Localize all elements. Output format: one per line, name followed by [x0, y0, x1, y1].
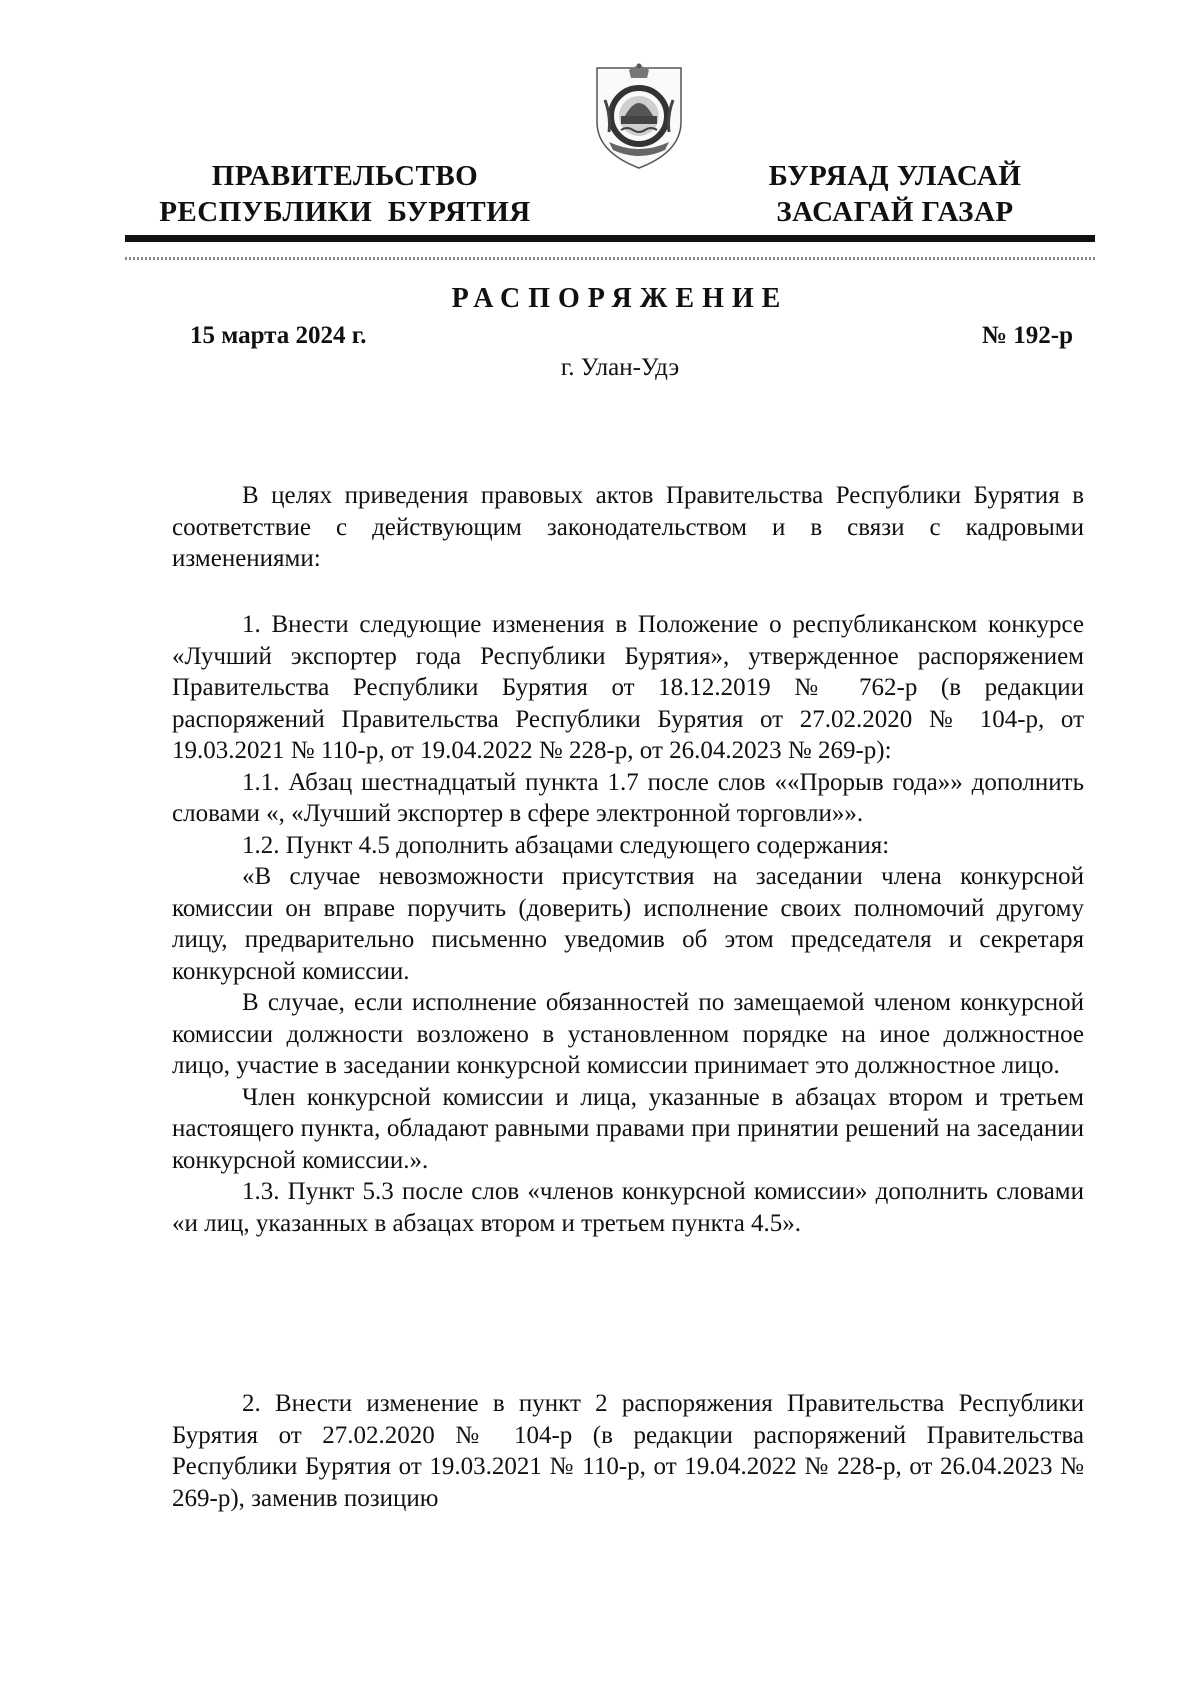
header-divider-thin	[125, 257, 1095, 260]
government-name-russian	[150, 158, 540, 230]
body-paragraph: В случае, если исполнение обязанностей по замещаемой членом конкурсной комиссии должности возложено в установленном порядке на иное должностное лицо, участие в заседании конкурсной комиссии принимает это должностное лицо.	[172, 989, 1084, 1079]
header-divider-thick	[125, 235, 1095, 242]
body-paragraph: 1.3. Пункт 5.3 после слов «членов конкурсной комиссии» дополнить словами «и лиц, указанных в абзацах втором и третьем пункта 4.5».	[172, 1178, 1084, 1237]
org-line: РЕСПУБЛИКИ БУРЯТИЯ	[159, 196, 531, 228]
document-number: № 192-р	[981, 322, 1073, 349]
section-2-block	[172, 1388, 1084, 1514]
intro-paragraph-block	[172, 480, 1084, 575]
body-paragraph: 1.2. Пункт 4.5 дополнить абзацами следующего содержания:	[242, 831, 890, 859]
document-city: г. Улан-Удэ	[560, 354, 680, 381]
body-paragraph: 1. Внести следующие изменения в Положение о республиканском конкурсе «Лучший экспортер года Республики Бурятия», утвержденное распоряжением Правительства Республики Бурятия от 18.12.2019 № 762-р (в редакции распоряжений Правительства Республики Бурятия от 27.02.2020 № 104-р, от 19.03.2021 № 110-р, от 19.04.2022 № 228-р, от 26.04.2023 № 269-р):	[172, 611, 1084, 764]
section-1-block	[172, 609, 1084, 1239]
coat-of-arms-emblem-icon	[591, 60, 687, 172]
body-paragraph: 1.1. Абзац шестнадцатый пункта 1.7 после слов ««Прорыв года»» дополнить словами «, «Лучший экспортер в сфере электронной торговли»».	[172, 768, 1084, 827]
body-paragraph: В целях приведения правовых актов Правительства Республики Бурятия в соответствие с действующим законодательством и в связи с кадровыми изменениями:	[172, 482, 1084, 572]
org-line: ПРАВИТЕЛЬСТВО	[211, 160, 479, 192]
body-paragraph: Член конкурсной комиссии и лица, указанные в абзацах втором и третьем настоящего пункта, обладают равными правами при принятии решений на заседании конкурсной комиссии.».	[172, 1083, 1084, 1174]
org-line: ЗАСАГАЙ ГАЗАР	[776, 196, 1014, 228]
document-date: 15 марта 2024 г.	[190, 322, 367, 349]
document-type-title: РАСПОРЯЖЕНИЕ	[451, 283, 789, 314]
body-paragraph: «В случае невозможности присутствия на заседании члена конкурсной комиссии он вправе поручить (доверить) исполнение своих полномочий другому лицу, предварительно письменно уведомив об этом председателя и секретаря конкурсной комиссии.	[172, 863, 1084, 985]
org-line: БУРЯАД УЛАСАЙ	[768, 160, 1022, 192]
government-name-buryat	[745, 158, 1045, 230]
body-paragraph: 2. Внести изменение в пункт 2 распоряжения Правительства Республики Бурятия от 27.02.2020 № 104-р (в редакции распоряжений Правительства Республики Бурятия от 19.03.2021 № 110-р, от 19.04.2022 № 228-р, от 26.04.2023 № 269-р), заменив позицию	[172, 1390, 1084, 1512]
